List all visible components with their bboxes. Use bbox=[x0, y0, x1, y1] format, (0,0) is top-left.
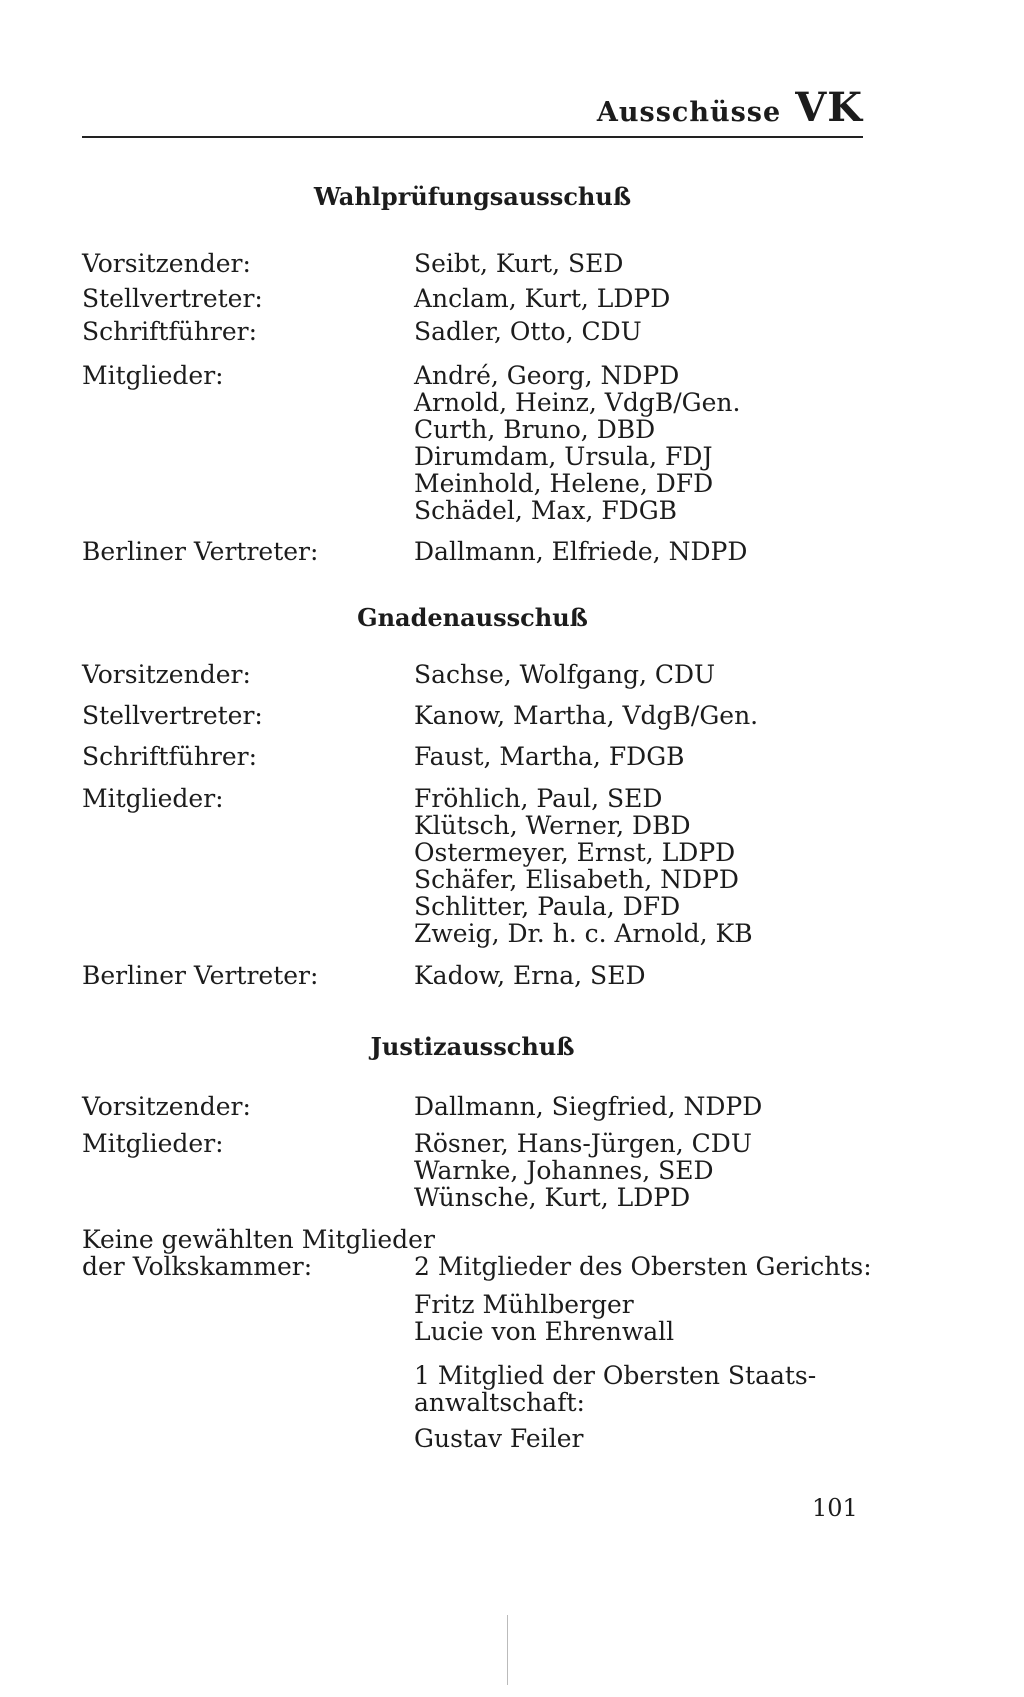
heading-line: anwaltschaft: bbox=[414, 1388, 585, 1417]
member-list bbox=[414, 785, 753, 947]
label bbox=[82, 1226, 435, 1280]
label-line: Keine gewählten Mitglieder bbox=[82, 1225, 435, 1254]
value: Dallmann, Siegfried, NDPD bbox=[414, 1092, 763, 1121]
list-item: André, Georg, NDPD bbox=[414, 361, 680, 390]
header-code: VK bbox=[795, 84, 863, 131]
label: Vorsitzender: bbox=[82, 1092, 251, 1121]
value: Anclam, Kurt, LDPD bbox=[414, 284, 671, 313]
running-header bbox=[82, 84, 863, 131]
list-item: Warnke, Johannes, SED bbox=[414, 1156, 714, 1185]
label: Schriftführer: bbox=[82, 742, 258, 771]
value: Dallmann, Elfriede, NDPD bbox=[414, 537, 748, 566]
list-item: Wünsche, Kurt, LDPD bbox=[414, 1183, 691, 1212]
section-title-justiz: Justizausschuß bbox=[370, 1032, 575, 1061]
list-item: Dirumdam, Ursula, FDJ bbox=[414, 442, 713, 471]
list-item: Schlitter, Paula, DFD bbox=[414, 892, 681, 921]
page-number: 101 bbox=[812, 1494, 858, 1522]
label: Berliner Vertreter: bbox=[82, 537, 319, 566]
label: Stellvertreter: bbox=[82, 701, 263, 730]
member-list bbox=[414, 362, 740, 524]
section-title-wahlpruefung: Wahlprüfungsausschuß bbox=[313, 182, 632, 211]
label: Schriftführer: bbox=[82, 317, 258, 346]
label: Vorsitzender: bbox=[82, 660, 251, 689]
value: Sachse, Wolfgang, CDU bbox=[414, 660, 716, 689]
list-item: Rösner, Hans-Jürgen, CDU bbox=[414, 1129, 752, 1158]
list-item: Fritz Mühlberger bbox=[414, 1290, 634, 1319]
list-item: Curth, Bruno, DBD bbox=[414, 415, 656, 444]
member-list bbox=[414, 1130, 752, 1211]
list-item: Schädel, Max, FDGB bbox=[414, 496, 678, 525]
label: Mitglieder: bbox=[82, 361, 224, 390]
list-item: Arnold, Heinz, VdgB/Gen. bbox=[414, 388, 741, 417]
heading-line: 1 Mitglied der Obersten Staats- bbox=[414, 1361, 817, 1390]
label: Mitglieder: bbox=[82, 1129, 224, 1158]
value: Seibt, Kurt, SED bbox=[414, 249, 624, 278]
label: Vorsitzender: bbox=[82, 249, 251, 278]
list-item: Fröhlich, Paul, SED bbox=[414, 784, 663, 813]
header-rule bbox=[82, 136, 863, 138]
label: Mitglieder: bbox=[82, 784, 224, 813]
header-word: Ausschüsse bbox=[596, 97, 782, 128]
list-item: Zweig, Dr. h. c. Arnold, KB bbox=[414, 919, 753, 948]
value: Gustav Feiler bbox=[414, 1424, 584, 1453]
gericht-heading: 2 Mitglieder des Obersten Gerichts: bbox=[414, 1252, 872, 1281]
gutter-line bbox=[507, 1615, 508, 1685]
name-list bbox=[414, 1291, 674, 1345]
label: Stellvertreter: bbox=[82, 284, 263, 313]
staats-heading bbox=[414, 1362, 816, 1416]
value: Kanow, Martha, VdgB/Gen. bbox=[414, 701, 759, 730]
list-item: Lucie von Ehrenwall bbox=[414, 1317, 675, 1346]
value: Sadler, Otto, CDU bbox=[414, 317, 642, 346]
list-item: Schäfer, Elisabeth, NDPD bbox=[414, 865, 739, 894]
list-item: Ostermeyer, Ernst, LDPD bbox=[414, 838, 736, 867]
list-item: Klütsch, Werner, DBD bbox=[414, 811, 691, 840]
value: Faust, Martha, FDGB bbox=[414, 742, 685, 771]
list-item: Meinhold, Helene, DFD bbox=[414, 469, 714, 498]
label-line: der Volkskammer: bbox=[82, 1252, 313, 1281]
value: Kadow, Erna, SED bbox=[414, 961, 646, 990]
label: Berliner Vertreter: bbox=[82, 961, 319, 990]
section-title-gnaden: Gnadenausschuß bbox=[357, 603, 588, 632]
